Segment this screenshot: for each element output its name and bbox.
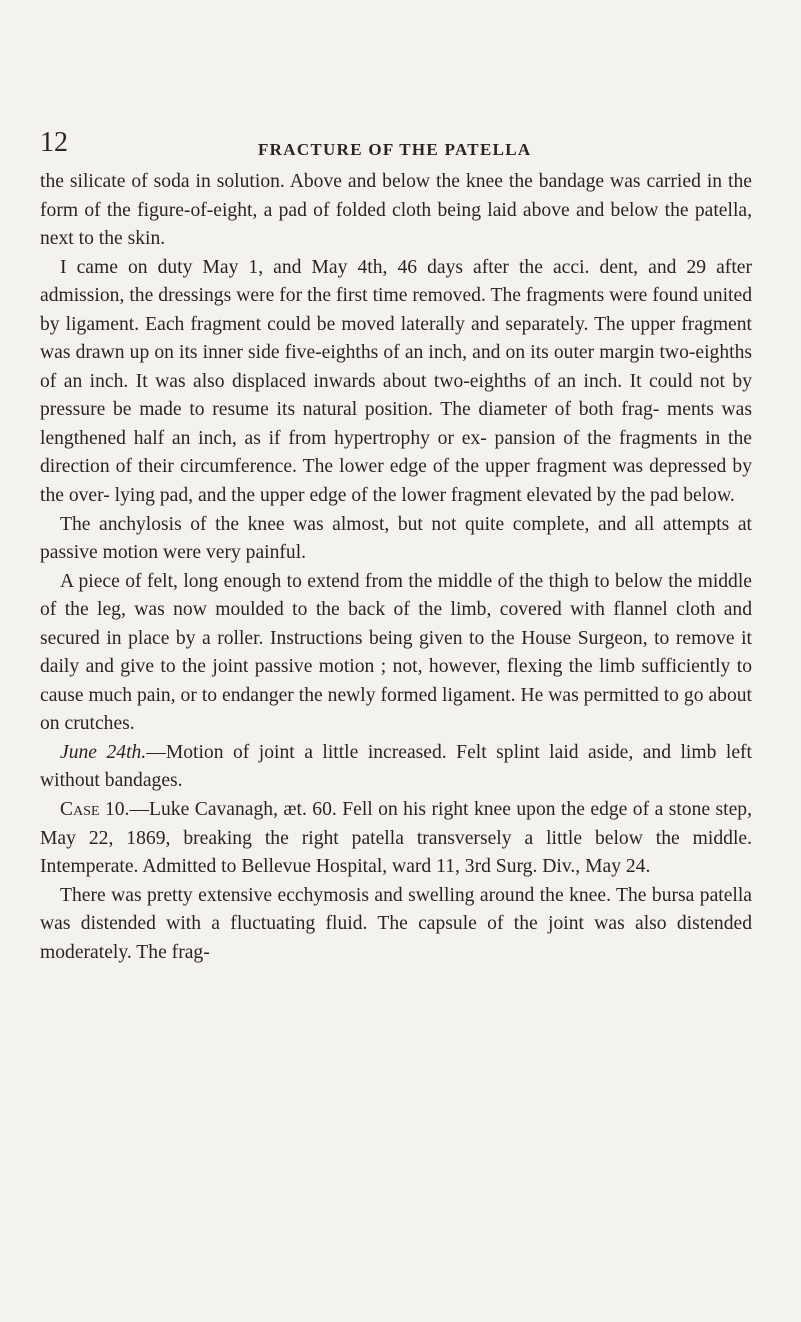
paragraph-1: the silicate of soda in solution. Above and below the knee the bandage was carried in the form of the figure-of-eight, a pad of folded cloth being laid above and below the patella, next to the skin. (40, 171, 752, 250)
paragraph-5 (40, 739, 752, 796)
page-number: 12 (40, 127, 68, 158)
paragraph-5-text: —Motion of joint a little increased. Felt splint laid aside, and limb left without bandages. (40, 741, 753, 792)
running-head: FRACTURE OF THE PATELLA (258, 140, 532, 159)
case-lead: Case 10. (60, 799, 130, 821)
paragraph-6 (40, 796, 752, 882)
date-lead: June 24th. (60, 741, 147, 763)
paragraph-7: There was pretty extensive ecchymosis and swelling around the knee. The bursa patella was distended with a fluctuating fluid. The capsule of the joint was also distended moderately. The frag- (40, 884, 752, 963)
body-text (40, 168, 752, 967)
paragraph-6-text: —Luke Cavanagh, æt. 60. Fell on his right knee upon the edge of a stone step, May 22, 1869, breaking the right patella transversely a little below the middle. Intemperate. Admitted to Bellevue Hospital, ward 11, 3rd Surg. Div., May 24. (40, 799, 752, 878)
paragraph-3: The anchylosis of the knee was almost, but not quite complete, and all attempts at passive motion were very painful. (40, 513, 752, 564)
paragraph-4: A piece of felt, long enough to extend from the middle of the thigh to below the middle of the leg, was now moulded to the back of the limb, covered with flannel cloth and secured in place by a roller. Instructions being given to the House Surgeon, to remove it daily and give to the joint passive motion ; not, however, flexing the limb sufficiently to cause much pain, or to endanger the newly formed ligament. He was permitted to go about on crutches. (40, 570, 752, 735)
paragraph-2: I came on duty May 1, and May 4th, 46 days after the acci. dent, and 29 after admission, the dressings were for the first time removed. The fragments were found united by ligament. Each fragment could be moved laterally and separately. The upper fragment was drawn up on its inner side five-eighths of an inch, and on its outer margin two-eighths of an inch. It was also displaced inwards about two-eighths of an inch. It could not by pressure be made to resume its natural position. The diameter of both frag- ments was lengthened half an inch, as if from hypertrophy or ex- pansion of the fragments in the direction of their circumference. The lower edge of the upper fragment was depressed by the over- lying pad, and the upper edge of the lower fragment elevated by the pad below. (40, 256, 752, 507)
